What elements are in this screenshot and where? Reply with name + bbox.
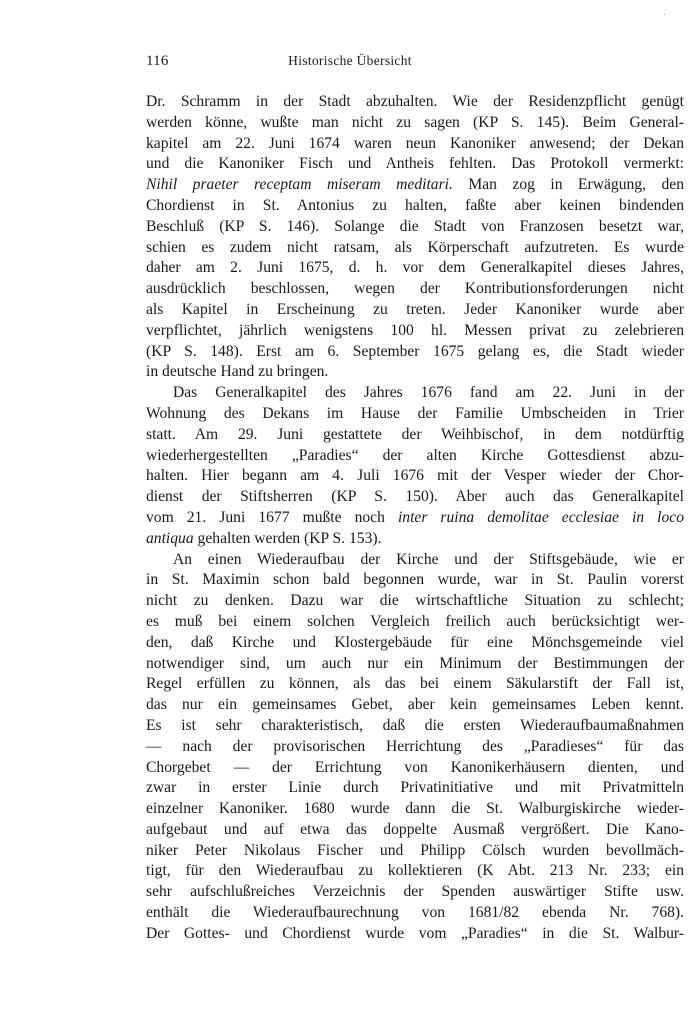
text-line: Wohnung des Dekans im Hause der Familie Umbscheiden in Trier: [146, 404, 684, 422]
text-line: Der Gottes- und Chordienst wurde vom „Paradies“ in die St. Walbur-: [146, 924, 684, 942]
text-line: schien es zudem nicht ratsam, als Körperschaft aufzutreten. Es wurde: [146, 238, 684, 256]
text-line: halten. Hier begann am 4. Juli 1676 mit der Vesper wieder der Chor-: [146, 467, 684, 485]
text-line: wiederhergestellten „Paradies“ der alten Kirche Gottesdienst abzu-: [146, 446, 684, 464]
text-line: notwendiger sind, um auch nur ein Minimum der Bestimmungen der: [146, 654, 684, 672]
text-line: nicht zu denken. Dazu war die wirtschaftliche Situation zu schlecht;: [146, 592, 684, 610]
text-line: daher am 2. Juni 1675, d. h. vor dem Generalkapitel dieses Jahres,: [146, 259, 684, 277]
text-line: tigt, für den Wiederaufbau zu kollektieren (K Abt. 213 Nr. 233; ein: [146, 862, 684, 880]
text-line: [146, 529, 684, 550]
text-fragment: gehalten werden (KP S. 153).: [193, 529, 382, 547]
text-fragment: vom 21. Juni 1677 mußte noch: [146, 508, 398, 526]
scan-speck: [664, 14, 665, 15]
text-line: dienst der Stiftsherren (KP S. 150). Aber auch das Generalkapitel: [146, 488, 684, 506]
text-line: aufgebaut und auf etwa das doppelte Ausmaß vergrößert. Die Kano-: [146, 820, 684, 838]
text-line: als Kapitel in Erscheinung zu treten. Jeder Kanoniker wurde aber: [146, 300, 684, 318]
body-text: [146, 92, 684, 945]
text-line: einzelner Kanoniker. 1680 wurde dann die St. Walburgiskirche wieder-: [146, 800, 684, 818]
italic-latin-phrase: inter ruina demolitae ecclesiae in loco: [397, 508, 684, 526]
text-fragment: Man zog in Erwägung, den: [452, 176, 684, 194]
text-line: kapitel am 22. Juni 1674 waren neun Kanoniker anwesend; der Dekan: [146, 134, 684, 152]
text-line: Chorgebet — der Errichtung von Kanonikerhäusern dienten, und: [146, 758, 684, 776]
text-line: — nach der provisorischen Herrichtung des „Paradieses“ für das: [146, 737, 684, 755]
text-line: Das Generalkapitel des Jahres 1676 fand am 22. Juni in der: [173, 384, 684, 402]
text-line: in deutsche Hand zu bringen.: [146, 363, 329, 381]
text-line: An einen Wiederaufbau der Kirche und der Stiftsgebäude, wie er: [173, 550, 684, 568]
italic-latin-phrase: Nihil praeter receptam miseram meditari.: [146, 176, 453, 194]
text-line: enthält die Wiederaufbaurechnung von 1681/82 ebenda Nr. 768).: [146, 904, 684, 922]
text-line: und die Kanoniker Fisch und Antheis fehlten. Das Protokoll vermerkt:: [146, 155, 684, 173]
text-line: Regel erfüllen zu können, als das bei einem Säkularstift der Fall ist,: [146, 675, 684, 693]
text-line: Chordienst in St. Antonius zu halten, faßte aber keinen bindenden: [146, 196, 684, 214]
text-line: (KP S. 148). Erst am 6. September 1675 gelang es, die Stadt wieder: [146, 342, 684, 360]
text-line: es muß bei einem solchen Vergleich freilich auch berücksichtigt wer-: [146, 612, 684, 630]
text-line: das nur ein gemeinsames Gebet, aber kein gemeinsames Leben kennt.: [146, 696, 684, 714]
text-line: Dr. Schramm in der Stadt abzuhalten. Wie der Residenzpflicht genügt: [146, 93, 684, 110]
text-line: niker Peter Nikolaus Fischer und Philipp Cölsch wurden bevollmäch-: [146, 841, 684, 859]
text-line: sehr aufschlußreiches Verzeichnis der Spenden auswärtiger Stifte usw.: [146, 883, 684, 901]
text-line: werden könne, wußte man nicht zu sagen (KP S. 145). Beim General-: [146, 113, 684, 131]
text-line: den, daß Kirche und Klostergebäude für eine Mönchsgemeinde viel: [146, 633, 684, 651]
text-line: statt. Am 29. Juni gestattete der Weihbischof, in dem notdürftig: [146, 425, 684, 443]
text-line: [146, 508, 684, 529]
text-line: zwar in erster Linie durch Privatinitiative und mit Privatmitteln: [146, 779, 684, 797]
page-number: 116: [146, 53, 169, 69]
text-line: in St. Maximin schon bald begonnen wurde, war in St. Paulin vorerst: [146, 571, 684, 589]
italic-latin-phrase: antiqua: [146, 529, 194, 547]
text-line: Beschluß (KP S. 146). Solange die Stadt von Franzosen besetzt war,: [146, 217, 684, 235]
text-line: verpflichtet, jährlich wenigstens 100 hl. Messen privat zu zelebrieren: [146, 321, 684, 339]
text-line: ausdrücklich beschlossen, wegen der Kontributionsforderungen nicht: [146, 280, 684, 298]
running-head: Historische Übersicht: [288, 53, 412, 68]
text-line: [146, 175, 684, 196]
text-line: Es ist sehr charakteristisch, daß die ersten Wiederaufbaumaßnahmen: [146, 716, 684, 734]
